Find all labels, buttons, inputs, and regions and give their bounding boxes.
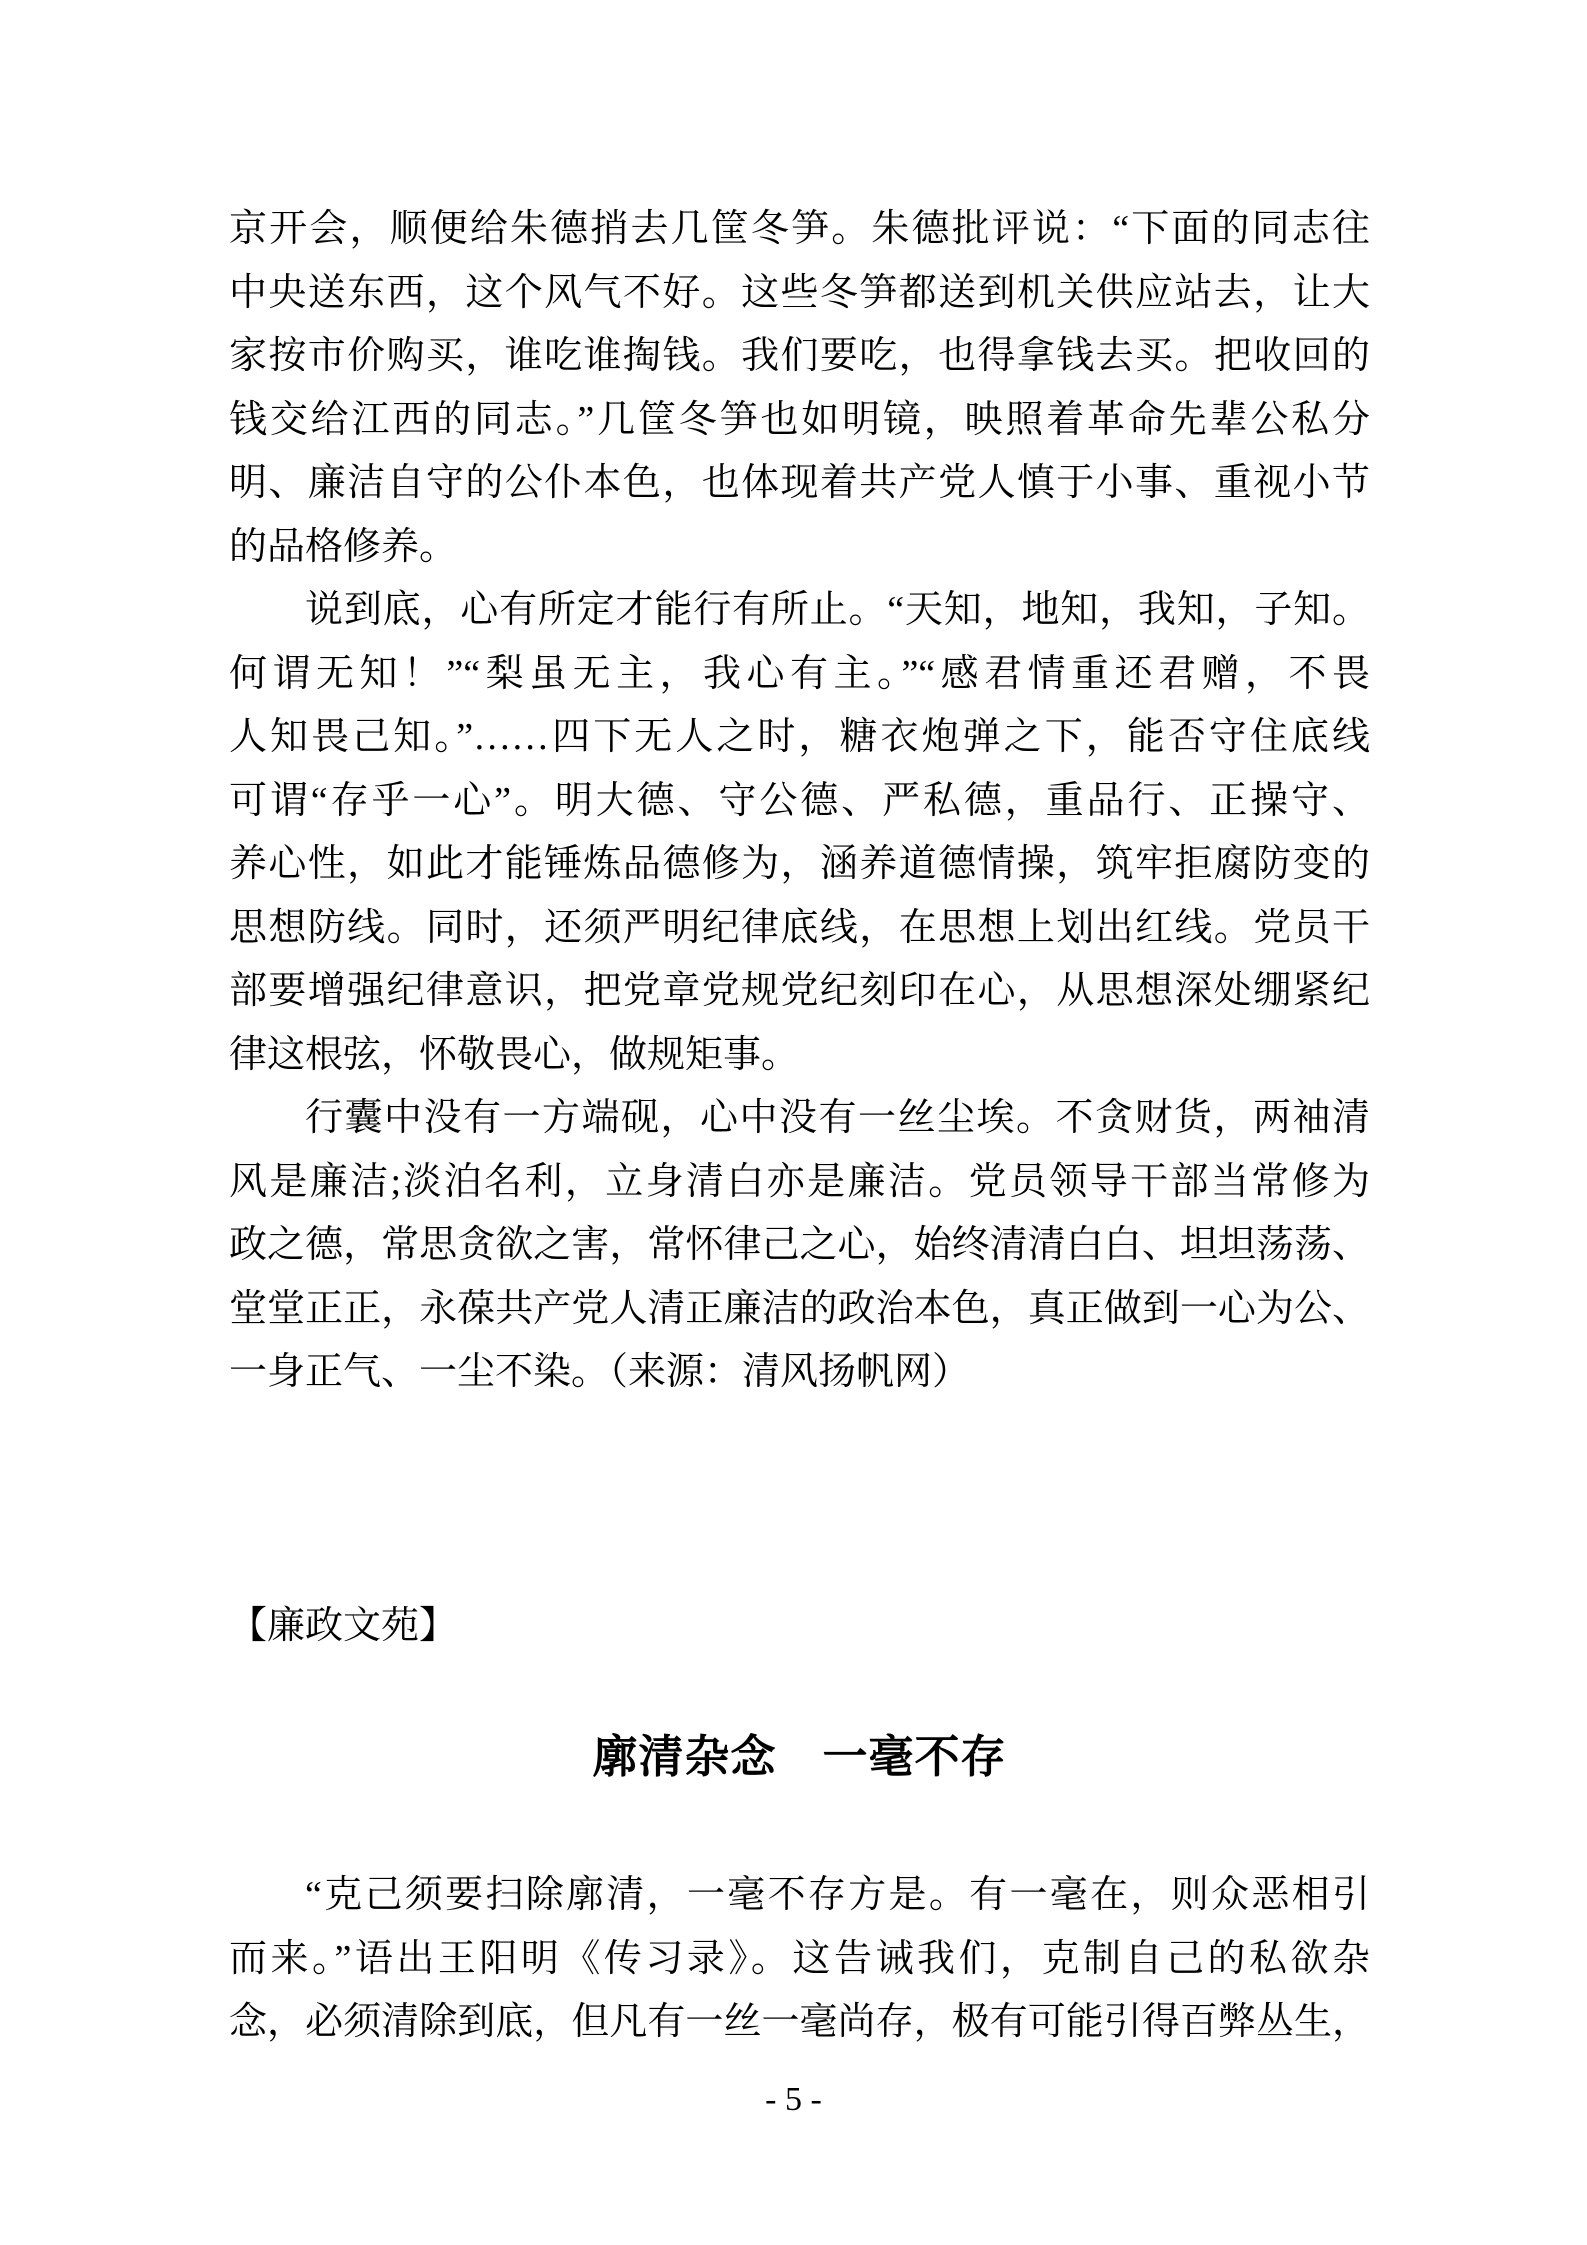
text-line: 人知畏己知。”……四下无人之时，糖衣炮弹之下，能否守住底线 — [229, 716, 1370, 758]
text-line: 钱交给江西的同志。”几筐冬笋也如明镜，映照着革命先辈公私分 — [229, 398, 1370, 441]
text-line: 行囊中没有一方端砚，心中没有一丝尘埃。不贪财货，两袖清 — [305, 1097, 1370, 1139]
text-line: 养心性，如此才能锤炼品德修为，涵养道德情操，筑牢拒腐防变的 — [229, 843, 1370, 885]
text-line: “克己须要扫除廓清，一毫不存方是。有一毫在，则众恶相引 — [305, 1874, 1370, 1916]
text-line: 的品格修养。 — [229, 525, 458, 568]
text-line: 说到底，心有所定才能行有所止。“天知，地知，我知，子知。 — [305, 589, 1370, 631]
section-header: 【廉政文苑】 — [229, 1605, 458, 1647]
text-line: 而来。”语出王阳明《传习录》。这告诫我们，克制自己的私欲杂 — [229, 1937, 1370, 1980]
text-line: 部要增强纪律意识，把党章党规党纪刻印在心，从思想深处绷紧纪 — [229, 970, 1370, 1012]
text-line: 风是廉洁;淡泊名利，立身清白亦是廉洁。党员领导干部当常修为 — [229, 1160, 1370, 1203]
text-line: 政之德，常思贪欲之害，常怀律己之心，始终清清白白、坦坦荡荡、 — [229, 1224, 1370, 1266]
body-text — [229, 198, 1370, 2055]
page-number: - 5 - — [765, 2081, 822, 2118]
text-line: 明、廉洁自守的公仆本色，也体现着共产党人慎于小事、重视小节 — [229, 462, 1370, 504]
text-line: 律这根弦，怀敬畏心，做规矩事。 — [229, 1033, 800, 1076]
text-line: 中央送东西，这个风气不好。这些冬笋都送到机关供应站去，让大 — [229, 271, 1370, 314]
text-line: 思想防线。同时，还须严明纪律底线，在思想上划出红线。党员干 — [229, 906, 1370, 949]
text-line: 一身正气、一尘不染。（来源：清风扬帆网） — [229, 1351, 971, 1393]
text-line: 家按市价购买，谁吃谁掏钱。我们要吃，也得拿钱去买。把收回的 — [229, 335, 1370, 377]
text-line: 念，必须清除到底，但凡有一丝一毫尚存，极有可能引得百弊丛生， — [229, 2001, 1370, 2043]
article-title: 廓清杂念 一毫不存 — [592, 1732, 1007, 1782]
text-line: 京开会，顺便给朱德捎去几筐冬笋。朱德批评说：“下面的同志往 — [229, 208, 1370, 250]
text-line: 可谓“存乎一心”。明大德、守公德、严私德，重品行、正操守、 — [229, 779, 1370, 822]
text-line: 堂堂正正，永葆共产党人清正廉洁的政治本色，真正做到一心为公、 — [229, 1287, 1370, 1330]
text-line: 何谓无知！”“梨虽无主，我心有主。”“感君情重还君赠，不畏 — [229, 652, 1370, 695]
